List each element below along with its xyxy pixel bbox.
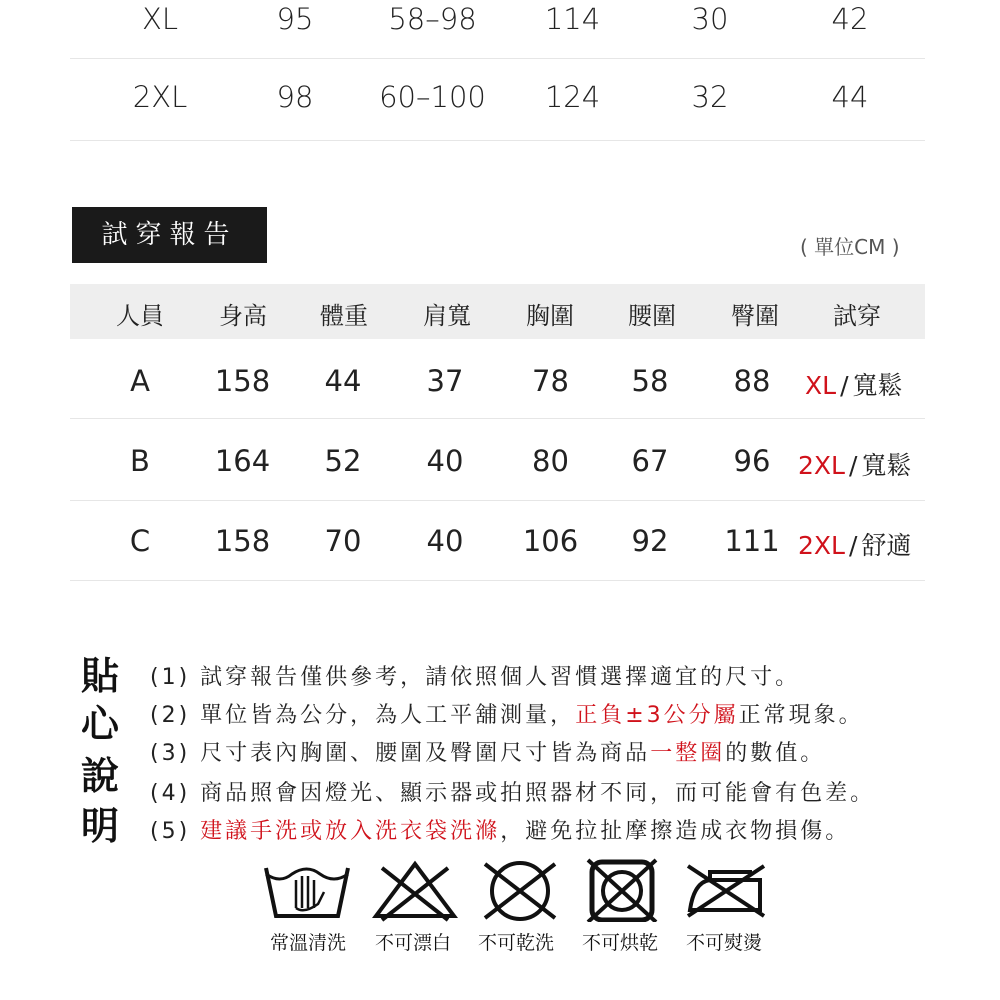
divider — [70, 58, 925, 59]
header-height: 身高 — [219, 302, 267, 330]
header-waist: 腰圍 — [628, 302, 676, 330]
divider — [70, 580, 925, 581]
hip-cell: 111 — [724, 524, 780, 558]
size-value: 58–98 — [388, 2, 477, 36]
size-value: 42 — [831, 2, 869, 36]
notes-title-char: 心 — [80, 702, 119, 746]
note-2 — [150, 698, 864, 729]
size-value: 44 — [831, 80, 869, 114]
header-weight: 體重 — [320, 302, 368, 330]
note-highlight: 一整圈 — [650, 741, 726, 766]
header-person: 人員 — [116, 302, 164, 330]
notes-title-char: 明 — [80, 804, 119, 848]
note-number: (5) — [150, 819, 191, 844]
note-text: 試穿報告僅供參考，請依照個人習慣選擇適宜的尺寸。 — [200, 665, 801, 690]
divider — [70, 418, 925, 419]
note-highlight: 正負±3公分屬 — [575, 703, 739, 728]
chest-cell: 106 — [522, 524, 579, 558]
note-number: (2) — [150, 703, 191, 728]
care-label: 常溫清洗 — [269, 932, 346, 954]
size-label: 2XL — [132, 80, 188, 114]
divider — [70, 140, 925, 141]
note-text: 的數值。 — [725, 741, 826, 766]
fit-report-title: 試穿報告 — [72, 207, 267, 263]
note-4 — [150, 776, 875, 807]
waist-cell: 67 — [631, 444, 669, 478]
fit-separator: / — [848, 451, 858, 480]
care-label: 不可烘乾 — [581, 932, 658, 954]
person-cell: A — [130, 364, 150, 398]
fit-feel: 舒適 — [861, 531, 912, 560]
shoulder-cell: 40 — [426, 524, 464, 558]
header-shoulder: 肩寬 — [423, 302, 471, 330]
shoulder-cell: 40 — [426, 444, 464, 478]
size-value: 114 — [544, 2, 601, 36]
hand-wash-icon — [262, 858, 352, 922]
care-label: 不可熨燙 — [685, 932, 762, 954]
size-value: 124 — [544, 80, 601, 114]
size-value: 30 — [691, 2, 729, 36]
height-cell: 158 — [214, 364, 271, 398]
note-text: 正常現象。 — [738, 703, 864, 728]
fit-size: 2XL — [798, 531, 845, 560]
note-text: 商品照會因燈光、顯示器或拍照器材不同，而可能會有色差。 — [200, 781, 876, 806]
no-tumble-dry-icon — [582, 858, 662, 922]
size-value: 60–100 — [379, 80, 486, 114]
person-cell: B — [130, 444, 150, 478]
height-cell: 158 — [214, 524, 271, 558]
no-iron-icon — [680, 858, 770, 922]
shoulder-cell: 37 — [426, 364, 464, 398]
hip-cell: 96 — [733, 444, 771, 478]
weight-cell: 70 — [324, 524, 362, 558]
note-1 — [150, 660, 800, 691]
note-highlight: 建議手洗或放入洗衣袋洗滌 — [200, 819, 501, 844]
header-hip: 臀圍 — [731, 302, 779, 330]
unit-label: ( 單位CM ) — [800, 235, 900, 259]
fit-size: 2XL — [798, 451, 845, 480]
notes-title-char: 說 — [80, 754, 119, 798]
note-text: ，避免拉扯摩擦造成衣物損傷。 — [500, 819, 851, 844]
fit-size: XL — [805, 371, 837, 400]
person-cell: C — [129, 524, 151, 558]
note-5 — [150, 814, 850, 845]
header-chest: 胸圍 — [526, 302, 574, 330]
waist-cell: 58 — [631, 364, 669, 398]
size-label: XL — [141, 2, 179, 36]
fit-feel: 寬鬆 — [852, 371, 903, 400]
fit-cell — [798, 526, 911, 562]
fit-separator: / — [840, 371, 849, 400]
header-fit: 試穿 — [833, 302, 881, 330]
note-number: (1) — [150, 665, 191, 690]
fit-feel: 寬鬆 — [861, 451, 912, 480]
hip-cell: 88 — [733, 364, 771, 398]
waist-cell: 92 — [631, 524, 669, 558]
fit-separator: / — [848, 531, 858, 560]
size-value: 32 — [691, 80, 729, 114]
fit-cell — [798, 446, 911, 482]
care-label: 不可乾洗 — [477, 932, 554, 954]
note-text: 尺寸表內胸圍、腰圍及臀圍尺寸皆為商品 — [200, 741, 651, 766]
fit-cell — [805, 366, 903, 402]
note-3 — [150, 736, 825, 767]
size-value: 98 — [276, 80, 314, 114]
note-number: (3) — [150, 741, 191, 766]
care-label: 不可漂白 — [374, 932, 451, 954]
note-text: 單位皆為公分，為人工平舖測量， — [200, 703, 576, 728]
no-bleach-icon — [370, 858, 460, 922]
weight-cell: 44 — [324, 364, 362, 398]
note-number: (4) — [150, 781, 191, 806]
notes-title-char: 貼 — [80, 654, 119, 698]
height-cell: 164 — [214, 444, 271, 478]
chest-cell: 78 — [532, 364, 569, 398]
size-value: 95 — [276, 2, 314, 36]
chest-cell: 80 — [532, 444, 569, 478]
divider — [70, 500, 925, 501]
weight-cell: 52 — [324, 444, 362, 478]
no-dry-clean-icon — [475, 858, 565, 922]
